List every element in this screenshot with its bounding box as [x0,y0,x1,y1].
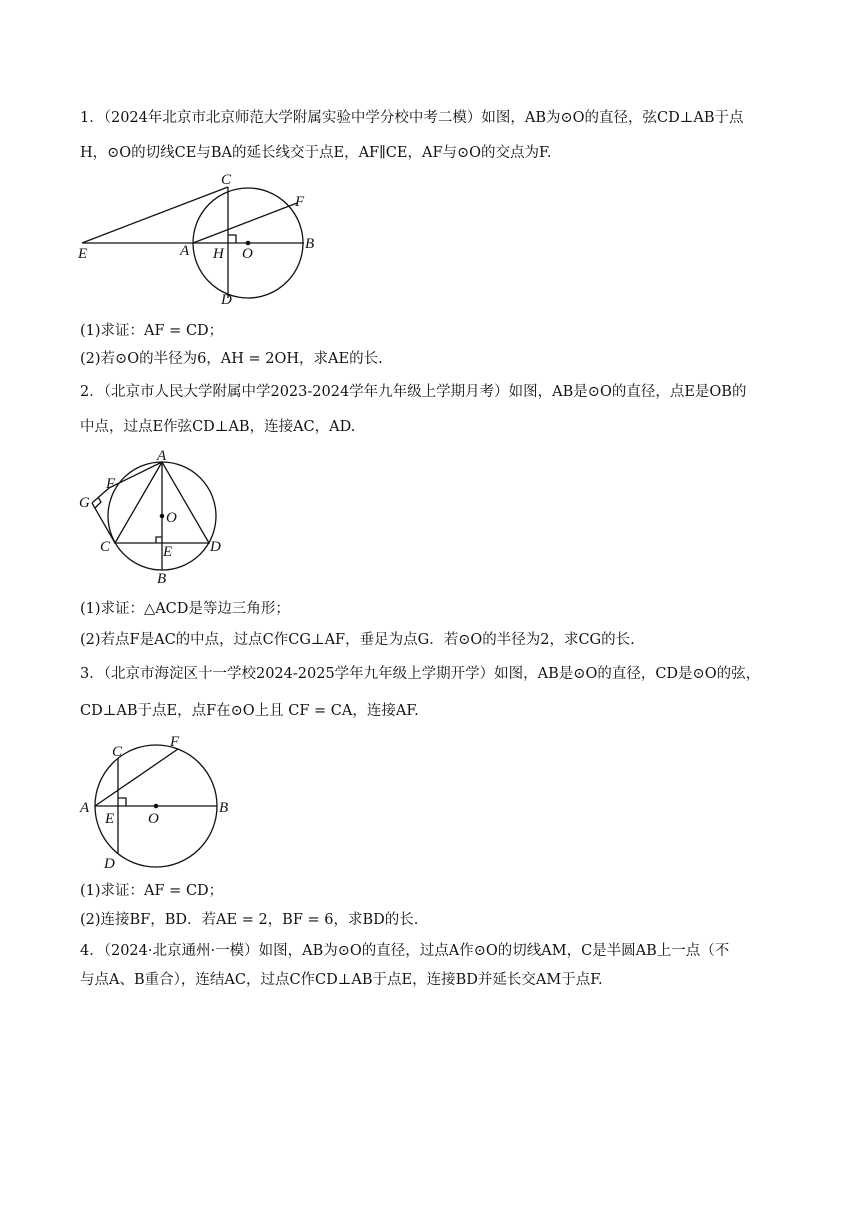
label-e: E [105,811,115,827]
chord-af [193,203,297,243]
right-angle-mark [118,798,126,806]
problem-2-question-1: (1)求证：△ACD是等边三角形； [80,601,290,617]
problem-3-figure [76,730,236,875]
label-d: D [104,856,115,872]
problem-2-line-1: 2．（北京市人民大学附属中学2023-2024学年九年级上学期月考）如图，AB是⊙O的直径，点E是OB的 [80,384,747,400]
problem-2-figure [72,444,232,586]
label-f: F [170,734,180,750]
right-angle-mark-e [156,537,162,543]
center-dot [246,241,251,246]
problem-4-line-1: 4．（2024·北京通州·一模）如图，AB为⊙O的直径，过点A作⊙O的切线AM，C是半圆AB上一点（不 [80,943,730,959]
problem-1-line-2: H，⊙O的切线CE与BA的延长线交于点E，AF∥CE，AF与⊙O的交点为F. [80,145,552,161]
label-d: D [221,292,232,308]
label-h: H [213,246,224,262]
problem-3-line-2: CD⊥AB于点E，点F在⊙O上且 CF = CA，连接AF. [80,703,419,719]
problem-3-line-1: 3．（北京市海淀区十一学校2024-2025学年九年级上学期开学）如图，AB是⊙O的直径，CD是⊙O的弦， [80,666,761,682]
right-angle-mark-g [95,497,101,508]
label-b: B [157,571,167,586]
right-angle-mark [228,235,236,243]
label-a: A [180,243,190,259]
label-a: A [80,800,90,816]
problem-1-line-1: 1．（2024年北京市北京师范大学附属实验中学分校中考二模）如图，AB为⊙O的直径，弦CD⊥AB于点 [80,110,744,126]
label-o: O [242,246,253,262]
center-dot [154,804,159,809]
problem-1-question-1: (1)求证：AF = CD； [80,323,224,339]
center-dot [160,514,165,519]
label-c: C [112,744,123,760]
label-b: B [219,800,229,816]
tangent-ce [82,187,228,243]
label-b: B [305,236,315,252]
line-cg [92,503,115,543]
label-e: E [78,246,88,262]
problem-1-figure [70,168,330,310]
problem-1-question-2: (2)若⊙O的半径为6，AH = 2OH，求AE的长. [80,351,383,367]
label-f: F [295,194,305,210]
label-c: C [100,539,111,555]
label-e: E [163,544,173,560]
chord-af [95,749,178,806]
label-a: A [157,448,167,464]
label-g: G [79,495,90,511]
label-d: D [210,539,221,555]
problem-3-question-1: (1)求证：AF = CD； [80,883,224,899]
problem-3-question-2: (2)连接BF，BD．若AE = 2，BF = 6，求BD的长. [80,912,419,928]
problem-4-line-2: 与点A、B重合），连结AC，过点C作CD⊥AB于点E，连接BD并延长交AM于点F. [80,972,603,988]
label-f: F [106,476,116,492]
label-o: O [166,510,177,526]
label-o: O [148,811,159,827]
label-c: C [221,172,232,188]
problem-2-question-2: (2)若点F是AC的中点，过点C作CG⊥AF，垂足为点G．若⊙O的半径为2，求CG的长. [80,632,635,648]
problem-2-line-2: 中点，过点E作弦CD⊥AB，连接AC，AD. [80,419,356,435]
